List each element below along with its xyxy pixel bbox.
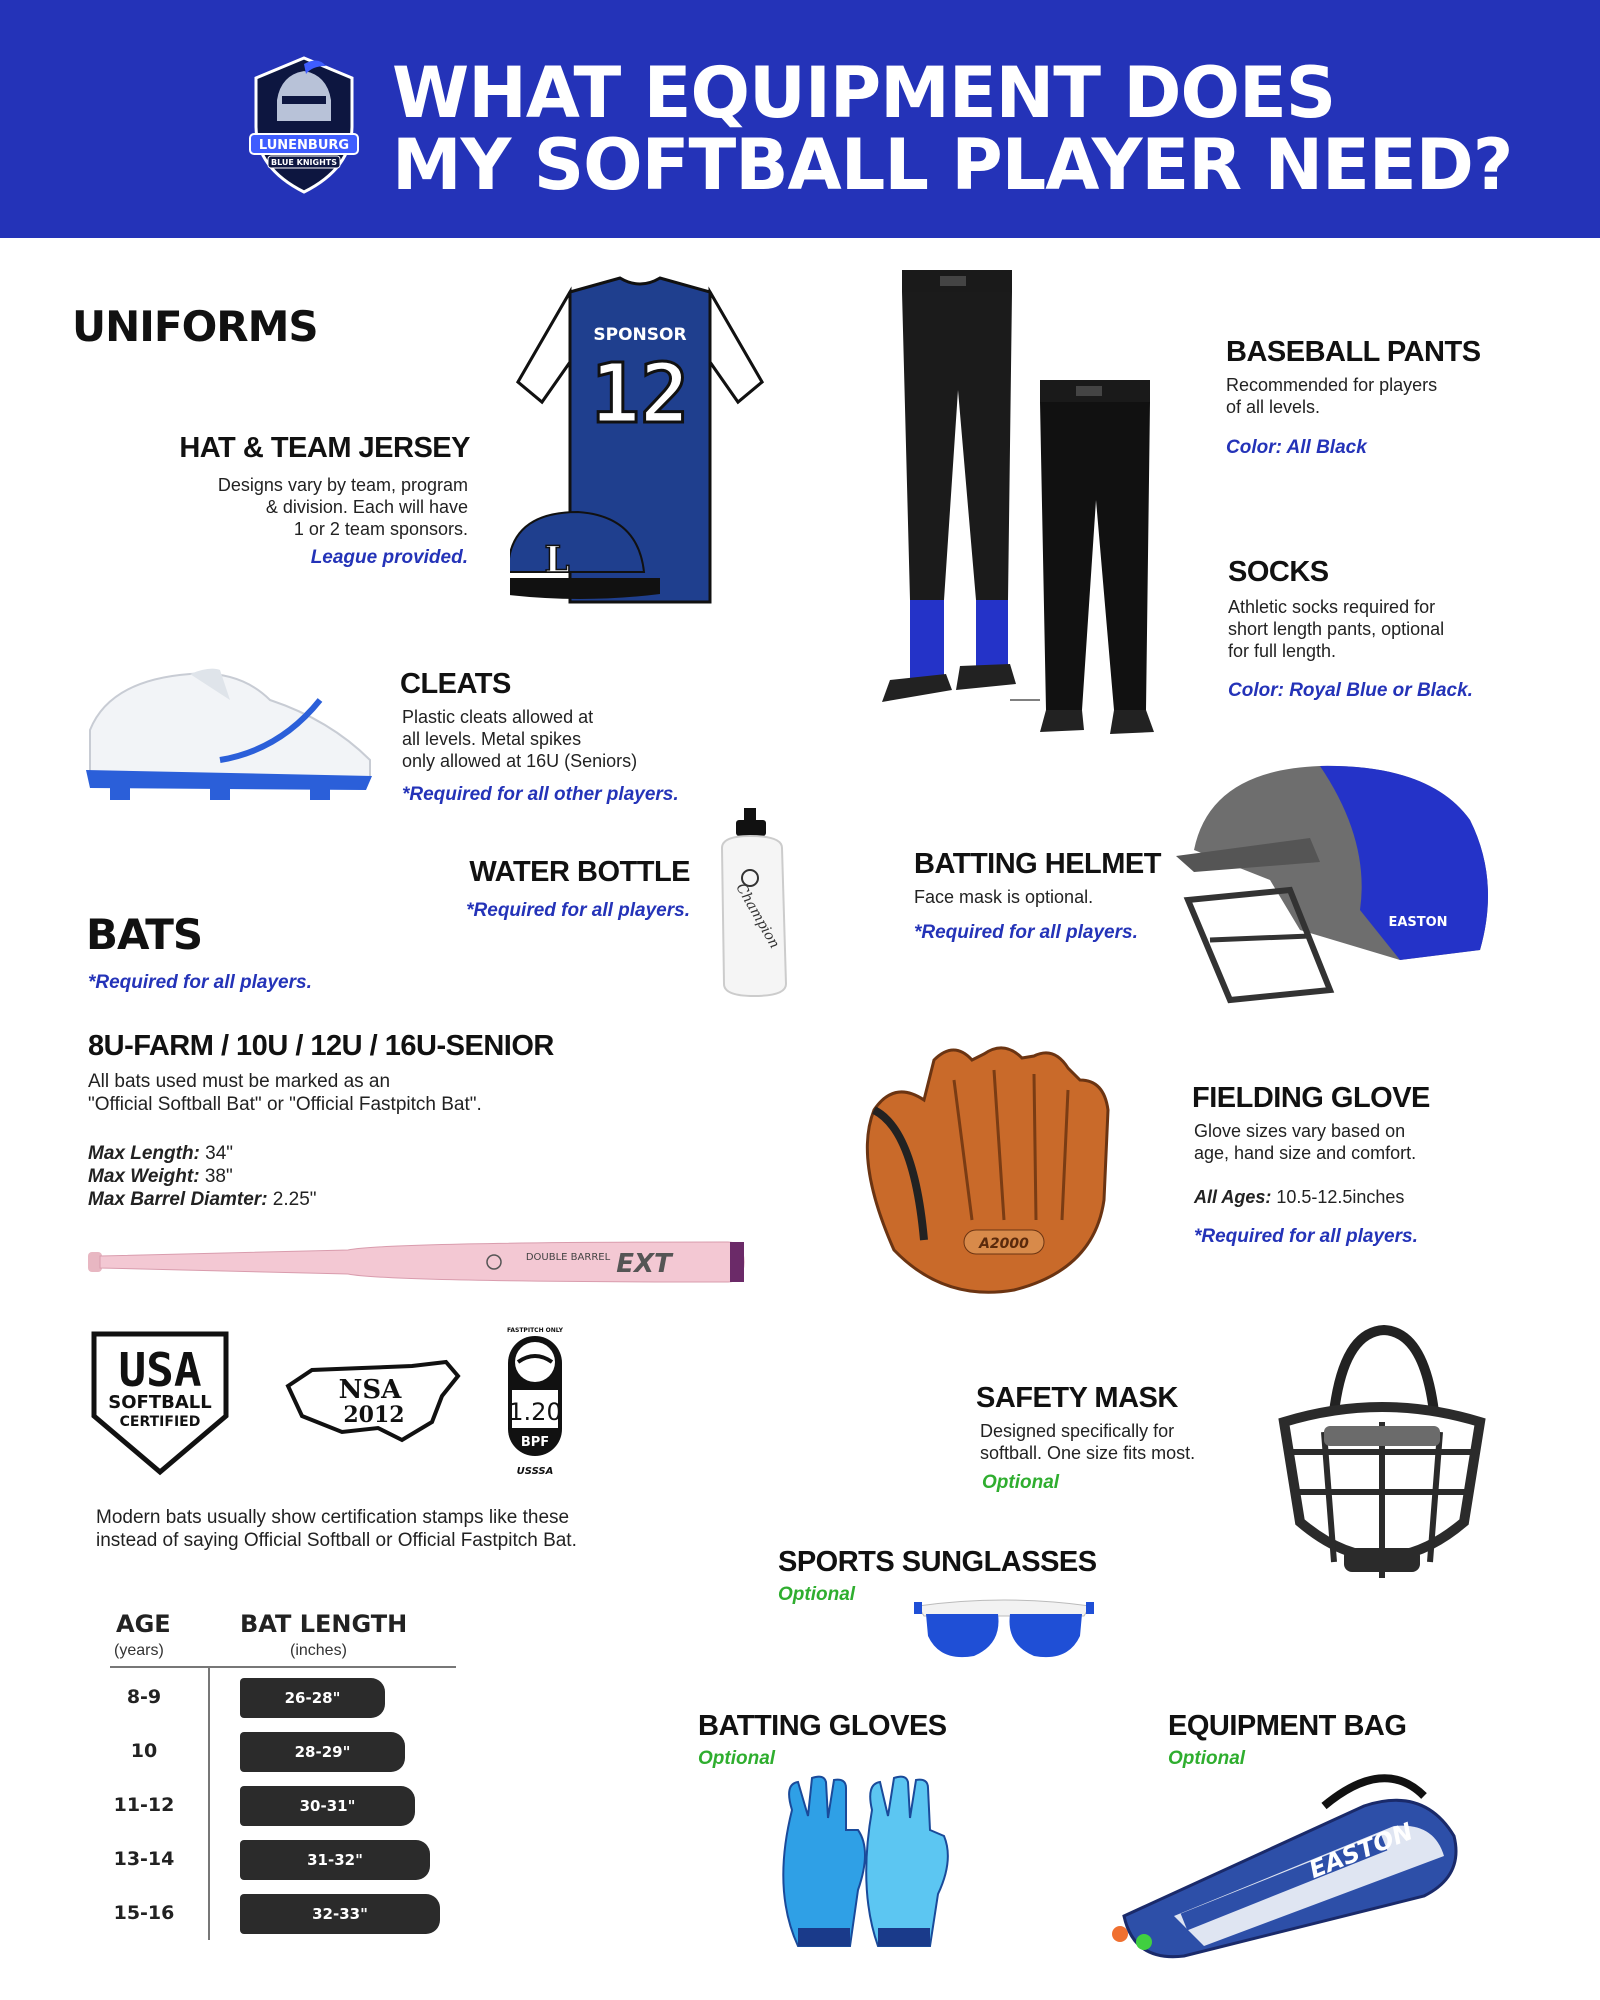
usa-stamp-mid: SOFTBALL bbox=[108, 1392, 212, 1413]
title-line-1: WHAT EQUIPMENT DOES bbox=[392, 52, 1336, 134]
jersey-desc bbox=[160, 474, 468, 540]
stamps-note-line: Modern bats usually show certification stamps like these bbox=[96, 1507, 570, 1528]
nsa-stamp-top: NSA bbox=[338, 1375, 402, 1405]
usssa-stamp bbox=[502, 1322, 568, 1480]
glove-desc-line: age, hand size and comfort. bbox=[1194, 1143, 1417, 1163]
usssa-stamp-top: FASTPITCH ONLY bbox=[506, 1327, 564, 1334]
pants-image bbox=[860, 270, 1190, 760]
mask-title: SAFETY MASK bbox=[976, 1382, 1178, 1414]
sunglasses-title: SPORTS SUNGLASSES bbox=[778, 1546, 1097, 1578]
batting-gloves-image bbox=[762, 1770, 962, 1960]
cleats-desc-line: all levels. Metal spikes bbox=[402, 729, 582, 749]
bat-brand-small: DOUBLE BARREL bbox=[525, 1252, 611, 1263]
bat-brand-big: EXT bbox=[616, 1249, 672, 1279]
table-age-header: AGE bbox=[116, 1610, 171, 1638]
table-age-cell: 13-14 bbox=[113, 1848, 175, 1870]
cleats-desc-line: Plastic cleats allowed at bbox=[402, 707, 594, 727]
helmet-title: BATTING HELMET bbox=[914, 848, 1161, 880]
bat-length-bar: 30-31" bbox=[240, 1786, 415, 1826]
stamps-note-line: instead of saying Official Softball or Official Fastpitch Bat. bbox=[96, 1530, 577, 1551]
bat-length-bar: 31-32" bbox=[240, 1840, 430, 1880]
bats-desc bbox=[88, 1070, 648, 1116]
hat-letter-text: L bbox=[544, 539, 570, 581]
table-header-rule bbox=[110, 1666, 456, 1668]
logo-top-text: LUNENBURG bbox=[258, 138, 350, 153]
fielding-glove-image bbox=[854, 1040, 1154, 1306]
spec-max-length: Max Length: 34" bbox=[88, 1143, 234, 1164]
usssa-stamp-bpf: BPF bbox=[520, 1435, 550, 1450]
jersey-sponsor-text: SPONSOR bbox=[593, 325, 687, 345]
socks-title: SOCKS bbox=[1228, 556, 1329, 588]
table-column-rule bbox=[208, 1668, 210, 1940]
jersey-number-text: 12 bbox=[590, 347, 690, 442]
title-line-2: MY SOFTBALL PLAYER NEED? bbox=[392, 124, 1513, 206]
uniforms-heading: UNIFORMS bbox=[72, 302, 318, 351]
water-bottle-title: WATER BOTTLE bbox=[469, 856, 690, 888]
helmet-desc-line: Face mask is optional. bbox=[914, 887, 1094, 907]
water-bottle-image bbox=[710, 808, 800, 998]
sunglasses-image bbox=[914, 1592, 1094, 1672]
spec-max-weight: Max Weight: 38" bbox=[88, 1166, 233, 1187]
safety-mask-image bbox=[1264, 1322, 1500, 1604]
pants-desc-line: Recommended for players bbox=[1226, 375, 1438, 395]
bottle-brand-text: Champion bbox=[732, 880, 783, 952]
glove-spec: All Ages: 10.5-12.5inches bbox=[1194, 1187, 1405, 1207]
bag-note: Optional bbox=[1168, 1748, 1246, 1769]
cleats-desc-line: only allowed at 16U (Seniors) bbox=[402, 751, 638, 771]
usa-softball-stamp bbox=[90, 1330, 230, 1476]
spec-max-barrel: Max Barrel Diamter: 2.25" bbox=[88, 1189, 317, 1210]
pants-title: BASEBALL PANTS bbox=[1226, 336, 1481, 368]
usa-stamp-big: USA bbox=[118, 1343, 202, 1397]
bats-divisions-title: 8U-FARM / 10U / 12U / 16U-SENIOR bbox=[88, 1030, 554, 1062]
table-length-sub: (inches) bbox=[290, 1642, 347, 1659]
jersey-desc-line: Designs vary by team, program bbox=[217, 475, 468, 495]
bat-length-bar: 32-33" bbox=[240, 1894, 440, 1934]
pants-desc bbox=[1226, 374, 1546, 418]
jersey-note: League provided. bbox=[310, 547, 468, 568]
mask-desc-line: softball. One size fits most. bbox=[980, 1443, 1196, 1463]
mask-note: Optional bbox=[982, 1472, 1060, 1493]
bag-title: EQUIPMENT BAG bbox=[1168, 1710, 1407, 1742]
bats-heading: BATS bbox=[86, 910, 203, 959]
table-age-cell: 8-9 bbox=[126, 1686, 162, 1708]
jersey-title: HAT & TEAM JERSEY bbox=[179, 432, 470, 464]
cleats-image bbox=[70, 660, 380, 810]
mask-desc bbox=[980, 1420, 1240, 1464]
socks-desc bbox=[1228, 596, 1548, 662]
equipment-bag-image bbox=[1064, 1766, 1478, 1960]
table-age-cell: 11-12 bbox=[113, 1794, 175, 1816]
table-age-cell: 10 bbox=[130, 1740, 158, 1762]
bat-length-bar: 28-29" bbox=[240, 1732, 405, 1772]
socks-note: Color: Royal Blue or Black. bbox=[1228, 680, 1473, 701]
bat-image bbox=[88, 1234, 748, 1290]
bats-desc-line: All bats used must be marked as an bbox=[88, 1071, 391, 1092]
batting-gloves-title: BATTING GLOVES bbox=[698, 1710, 947, 1742]
glove-brand-text: A2000 bbox=[979, 1236, 1029, 1252]
socks-desc-line: short length pants, optional bbox=[1228, 619, 1445, 639]
table-age-sub: (years) bbox=[114, 1642, 164, 1659]
logo-bottom-text: BLUE KNIGHTS bbox=[270, 158, 338, 167]
helmet-image bbox=[1170, 760, 1506, 1016]
jersey-desc-line: & division. Each will have bbox=[265, 497, 468, 517]
cleats-desc bbox=[402, 706, 702, 772]
helmet-brand-text: EASTON bbox=[1388, 915, 1448, 930]
bat-specs bbox=[88, 1142, 317, 1211]
mask-desc-line: Designed specifically for bbox=[980, 1421, 1175, 1441]
usssa-stamp-num: 1.20 bbox=[508, 1398, 562, 1426]
bag-brand-text: EASTON bbox=[1305, 1817, 1417, 1885]
stamps-note bbox=[96, 1506, 716, 1552]
helmet-note: *Required for all players. bbox=[914, 922, 1138, 943]
table-age-cell: 15-16 bbox=[113, 1902, 175, 1924]
glove-title: FIELDING GLOVE bbox=[1192, 1082, 1430, 1114]
socks-desc-line: for full length. bbox=[1228, 641, 1337, 661]
cleats-title: CLEATS bbox=[400, 668, 511, 700]
socks-desc-line: Athletic socks required for bbox=[1228, 597, 1436, 617]
usssa-stamp-name: USSSA bbox=[516, 1466, 554, 1477]
blue-knights-logo bbox=[248, 56, 360, 194]
glove-note: *Required for all players. bbox=[1194, 1226, 1418, 1247]
batting-gloves-note: Optional bbox=[698, 1748, 776, 1769]
glove-desc bbox=[1194, 1120, 1514, 1164]
cleats-note: *Required for all other players. bbox=[402, 784, 679, 805]
bat-length-bar: 26-28" bbox=[240, 1678, 385, 1718]
table-length-header: BAT LENGTH bbox=[240, 1610, 408, 1638]
bats-required-note: *Required for all players. bbox=[88, 972, 312, 993]
pants-note: Color: All Black bbox=[1226, 437, 1367, 458]
glove-desc-line: Glove sizes vary based on bbox=[1194, 1121, 1406, 1141]
usa-stamp-small: CERTIFIED bbox=[119, 1414, 201, 1430]
pants-desc-line: of all levels. bbox=[1226, 397, 1321, 417]
jersey-hat-image bbox=[510, 272, 770, 642]
helmet-desc bbox=[914, 886, 1174, 908]
page-header bbox=[0, 0, 1600, 238]
nsa-stamp-year: 2012 bbox=[343, 1402, 405, 1428]
bats-desc-line: "Official Softball Bat" or "Official Fastpitch Bat". bbox=[88, 1094, 482, 1115]
nsa-stamp bbox=[282, 1356, 462, 1446]
sunglasses-note: Optional bbox=[778, 1584, 856, 1605]
jersey-desc-line: 1 or 2 team sponsors. bbox=[293, 519, 468, 539]
water-bottle-note: *Required for all players. bbox=[466, 900, 690, 921]
